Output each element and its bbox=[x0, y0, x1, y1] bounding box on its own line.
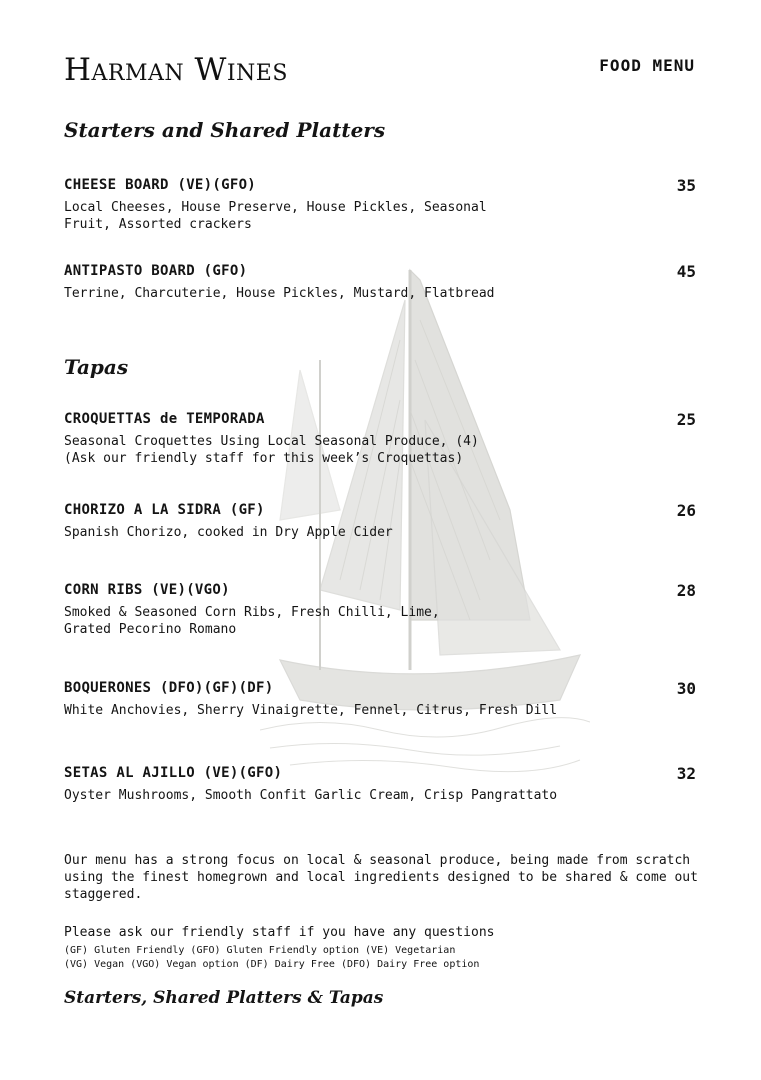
menu-item-setas bbox=[64, 764, 696, 804]
item-name: CORN RIBS (VE)(VGO) bbox=[64, 582, 230, 598]
menu-item-corn-ribs bbox=[64, 581, 696, 638]
item-name: CHORIZO A LA SIDRA (GF) bbox=[64, 502, 265, 518]
item-price: 35 bbox=[676, 176, 696, 195]
item-price: 45 bbox=[676, 262, 696, 281]
ask-staff-note: Please ask our friendly staff if you have any questions bbox=[64, 925, 495, 940]
menu-label: FOOD MENU bbox=[599, 56, 695, 75]
item-description: White Anchovies, Sherry Vinaigrette, Fennel, Citrus, Fresh Dill bbox=[64, 703, 558, 718]
dietary-legend-line-1: (GF) Gluten Friendly (GFO) Gluten Friendly option (VE) Vegetarian bbox=[64, 945, 456, 956]
menu-intro-note: Our menu has a strong focus on local & seasonal produce, being made from scratch using the finest homegrown and local ingredients designed to be shared & come out staggered. bbox=[64, 853, 698, 902]
menu-item-croquettas bbox=[64, 410, 696, 467]
menu-item-boquerones bbox=[64, 679, 696, 719]
dietary-legend-line-2: (VG) Vegan (VGO) Vegan option (DF) Dairy Free (DFO) Dairy Free option bbox=[64, 959, 480, 970]
brand-title: Harman Wines bbox=[64, 52, 288, 88]
item-price: 28 bbox=[676, 581, 696, 600]
item-price: 25 bbox=[676, 410, 696, 429]
section-title-starters: Starters and Shared Platters bbox=[64, 118, 386, 142]
item-name: BOQUERONES (DFO)(GF)(DF) bbox=[64, 680, 274, 696]
item-name: CHEESE BOARD (VE)(GFO) bbox=[64, 177, 257, 193]
item-description: Seasonal Croquettes Using Local Seasonal Produce, (4) (Ask our friendly staff for this week’s Croquettas) bbox=[64, 434, 479, 466]
item-description: Terrine, Charcuterie, House Pickles, Mustard, Flatbread bbox=[64, 286, 495, 301]
item-description: Spanish Chorizo, cooked in Dry Apple Cider bbox=[64, 525, 393, 540]
page-subtitle: Starters, Shared Platters & Tapas bbox=[64, 988, 384, 1008]
item-price: 26 bbox=[676, 501, 696, 520]
item-price: 32 bbox=[676, 764, 696, 783]
item-description: Smoked & Seasoned Corn Ribs, Fresh Chilli, Lime, Grated Pecorino Romano bbox=[64, 605, 440, 637]
item-name: CROQUETTAS de TEMPORADA bbox=[64, 411, 265, 427]
item-name: ANTIPASTO BOARD (GFO) bbox=[64, 263, 248, 279]
item-name: SETAS AL AJILLO (VE)(GFO) bbox=[64, 765, 283, 781]
item-price: 30 bbox=[676, 679, 696, 698]
menu-item-cheese-board bbox=[64, 176, 696, 233]
menu-item-chorizo bbox=[64, 501, 696, 541]
menu-item-antipasto-board bbox=[64, 262, 696, 302]
section-title-tapas: Tapas bbox=[64, 355, 129, 379]
item-description: Local Cheeses, House Preserve, House Pickles, Seasonal Fruit, Assorted crackers bbox=[64, 200, 487, 232]
item-description: Oyster Mushrooms, Smooth Confit Garlic Cream, Crisp Pangrattato bbox=[64, 788, 558, 803]
